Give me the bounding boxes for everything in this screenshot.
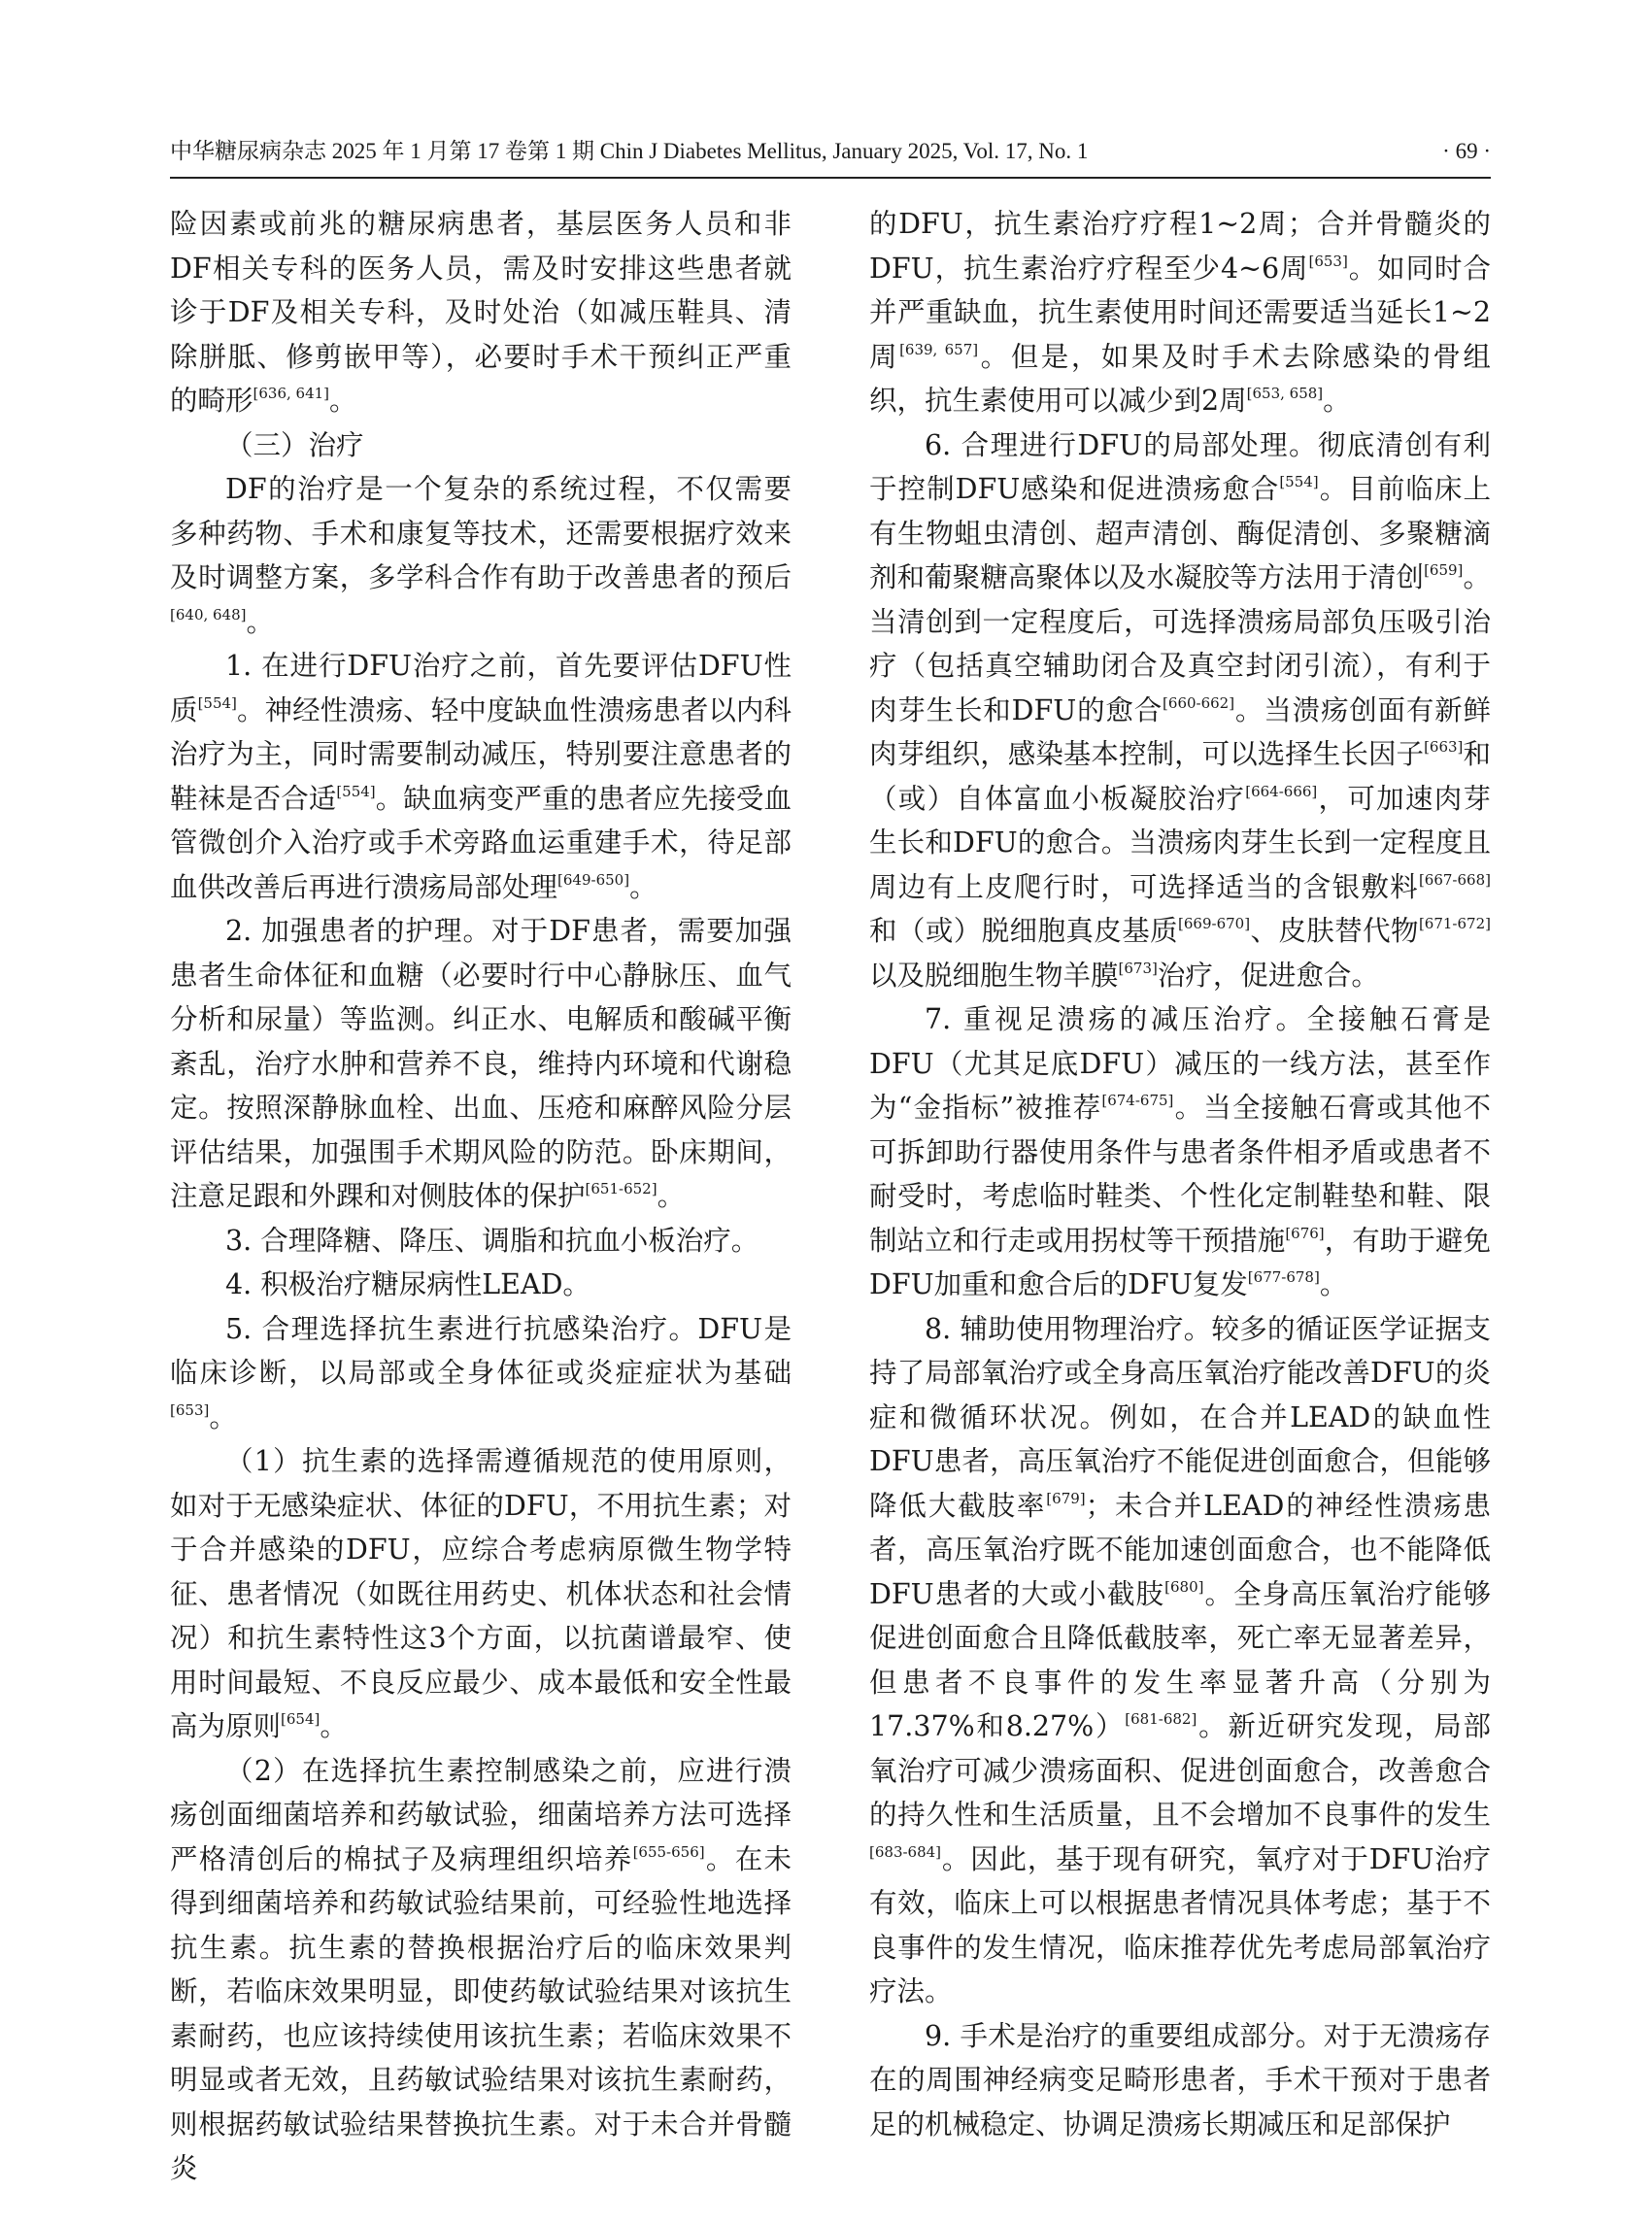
citation: [681-682] bbox=[1125, 1710, 1197, 1728]
paragraph: 的DFU，抗生素治疗疗程1~2周；合并骨髓炎的DFU，抗生素治疗疗程至少4~6周[653]。如同时合并严重缺血，抗生素使用时间还需要适当延长1~2周[639, 657]。但是，如果及时手术去除感染的骨组织，抗生素使用可以减少到2周[653, 658]。 bbox=[869, 208, 1491, 417]
citation: [669-670] bbox=[1178, 915, 1251, 932]
section-heading: （三）治疗 bbox=[225, 428, 364, 461]
citation: [654] bbox=[281, 1710, 320, 1728]
citation: [680] bbox=[1164, 1577, 1204, 1596]
citation: [653] bbox=[170, 1400, 210, 1419]
citation: [679] bbox=[1046, 1489, 1086, 1507]
paragraph: 3. 合理降糖、降压、调脂和抗血小板治疗。 bbox=[225, 1224, 759, 1257]
paragraph: 1. 在进行DFU治疗之前，首先要评估DFU性质[554]。神经性溃疡、轻中度缺血性溃疡患者以内科治疗为主，同时需要制动减压，特别要注意患者的鞋袜是否合适[554]。缺血病变严重的患者应先接受血管微创介入治疗或手术旁路血运重建手术，待足部血供改善后再进行溃疡局部处理[649-650]。 bbox=[170, 650, 792, 903]
left-column bbox=[170, 202, 792, 2191]
paragraph: 6. 合理进行DFU的局部处理。彻底清创有利于控制DFU感染和促进溃疡愈合[554]。目前临床上有生物蛆虫清创、超声清创、酶促清创、多聚糖滴剂和葡聚糖高聚体以及水凝胶等方法用于清创[659]。当清创到一定程度后，可选择溃疡局部负压吸引治疗（包括真空辅助闭合及真空封闭引流），有利于肉芽生长和DFU的愈合[660-662]。当溃疡创面有新鲜肉芽组织，感染基本控制，可以选择生长因子[663]和（或）自体富血小板凝胶治疗[664-666]，可加速肉芽生长和DFU的愈合。当溃疡肉芽生长到一定程度且周边有上皮爬行时，可选择适当的含银敷料[667-668]和（或）脱细胞真皮基质[669-670]、皮肤替代物[671-672]以及脱细胞生物羊膜[673]治疗，促进愈合。 bbox=[869, 428, 1491, 992]
right-column bbox=[869, 202, 1491, 2146]
paragraph: 险因素或前兆的糖尿病患者，基层医务人员和非DF相关专科的医务人员，需及时安排这些患者就诊于DF及相关专科，及时处治（如减压鞋具、清除胼胝、修剪嵌甲等），必要时手术干预纠正严重的畸形[636, 641]。 bbox=[170, 208, 792, 417]
citation: [676] bbox=[1285, 1224, 1325, 1242]
citation: [639, 657] bbox=[899, 340, 979, 358]
header-rule bbox=[170, 177, 1491, 179]
paragraph: （2）在选择抗生素控制感染之前，应进行溃疡创面细菌培养和药敏试验，细菌培养方法可选择严格清创后的棉拭子及病理组织培养[655-656]。在未得到细菌培养和药敏试验结果前，可经验性地选择抗生素。抗生素的替换根据治疗后的临床效果判断，若临床效果明显，即使药敏试验结果对该抗生素耐药，也应该持续使用该抗生素；若临床效果不明显或者无效，且药敏试验结果对该抗生素耐药，则根据药敏试验结果替换抗生素。对于未合并骨髓炎 bbox=[170, 1754, 792, 2184]
citation: [653, 658] bbox=[1246, 385, 1324, 402]
citation: [667-668] bbox=[1418, 870, 1491, 889]
citation: [671-672] bbox=[1418, 915, 1491, 932]
citation: [649-650] bbox=[557, 870, 630, 889]
paragraph: 5. 合理选择抗生素进行抗感染治疗。DFU是临床诊断，以局部或全身体征或炎症症状为基础[653]。 bbox=[170, 1312, 792, 1433]
paragraph: （1）抗生素的选择需遵循规范的使用原则，如对于无感染症状、体征的DFU，不用抗生素；对于合并感染的DFU，应综合考虑病原微生物学特征、患者情况（如既往用药史、机体状态和社会情况）和抗生素特性这3个方面，以抗菌谱最窄、使用时间最短、不良反应最少、成本最低和安全性最高为原则[654]。 bbox=[170, 1445, 792, 1742]
citation: [640, 648] bbox=[170, 605, 247, 624]
citation: [651-652] bbox=[585, 1180, 657, 1197]
paragraph: DF的治疗是一个复杂的系统过程，不仅需要多种药物、手术和康复等技术，还需要根据疗效来及时调整方案，多学科合作有助于改善患者的预后[640, 648]。 bbox=[170, 473, 792, 638]
paragraph: 7. 重视足溃疡的减压治疗。全接触石膏是DFU（尤其足底DFU）减压的一线方法，甚至作为“金指标”被推荐[674-675]。当全接触石膏或其他不可拆卸助行器使用条件与患者条件相矛盾或患者不耐受时，考虑临时鞋类、个性化定制鞋垫和鞋、限制站立和行走或用拐杖等干预措施[676]，有助于避免DFU加重和愈合后的DFU复发[677-678]。 bbox=[869, 1003, 1491, 1300]
citation: [663] bbox=[1424, 738, 1464, 756]
citation: [673] bbox=[1118, 959, 1158, 977]
citation: [653] bbox=[1308, 252, 1348, 270]
citation: [636, 641] bbox=[253, 385, 330, 402]
page-number: · 69 · bbox=[1442, 139, 1491, 163]
citation: [677-678] bbox=[1247, 1268, 1320, 1286]
running-header bbox=[170, 134, 1491, 173]
citation: [660-662] bbox=[1163, 693, 1235, 712]
citation: [655-656] bbox=[632, 1842, 705, 1861]
citation: [554] bbox=[197, 693, 237, 712]
citation: [683-684] bbox=[869, 1842, 942, 1861]
paragraph: 4. 积极治疗糖尿病性LEAD。 bbox=[225, 1268, 590, 1300]
journal-citation: 中华糖尿病杂志 2025 年 1 月第 17 卷第 1 期 Chin J Diabetes Mellitus, January 2025, Vol. 17, No. 1 bbox=[170, 139, 1089, 163]
citation: [554] bbox=[1279, 473, 1319, 490]
citation: [674-675] bbox=[1101, 1092, 1174, 1109]
citation: [664-666] bbox=[1245, 782, 1318, 800]
paragraph: 9. 手术是治疗的重要组成部分。对于无溃疡存在的周围神经病变足畸形患者，手术干预对于患者足的机械稳定、协调足溃疡长期减压和足部保护 bbox=[869, 2019, 1491, 2141]
citation: [554] bbox=[336, 782, 376, 800]
citation: [659] bbox=[1424, 561, 1464, 579]
paragraph: 2. 加强患者的护理。对于DF患者，需要加强患者生命体征和血糖（必要时行中心静脉压、血气分析和尿量）等监测。纠正水、电解质和酸碱平衡紊乱，治疗水肿和营养不良，维持内环境和代谢稳定。按照深静脉血栓、出血、压疮和麻醉风险分层评估结果，加强围手术期风险的防范。卧床期间，注意足跟和外踝和对侧肢体的保护[651-652]。 bbox=[170, 915, 792, 1212]
paragraph: 8. 辅助使用物理治疗。较多的循证医学证据支持了局部氧治疗或全身高压氧治疗能改善DFU的炎症和微循环状况。例如，在合并LEAD的缺血性DFU患者，高压氧治疗不能促进创面愈合，但能够降低大截肢率[679]；未合并LEAD的神经性溃疡患者，高压氧治疗既不能加速创面愈合，也不能降低DFU患者的大或小截肢[680]。全身高压氧治疗能够促进创面愈合且降低截肢率，死亡率无显著差异，但患者不良事件的发生率显著升高（分别为17.37%和8.27%）[681-682]。新近研究发现，局部氧治疗可减少溃疡面积、促进创面愈合，改善愈合的持久性和生活质量，且不会增加不良事件的发生[683-684]。因此，基于现有研究，氧疗对于DFU治疗有效，临床上可以根据患者情况具体考虑；基于不良事件的发生情况，临床推荐优先考虑局部氧治疗疗法。 bbox=[869, 1312, 1491, 2007]
